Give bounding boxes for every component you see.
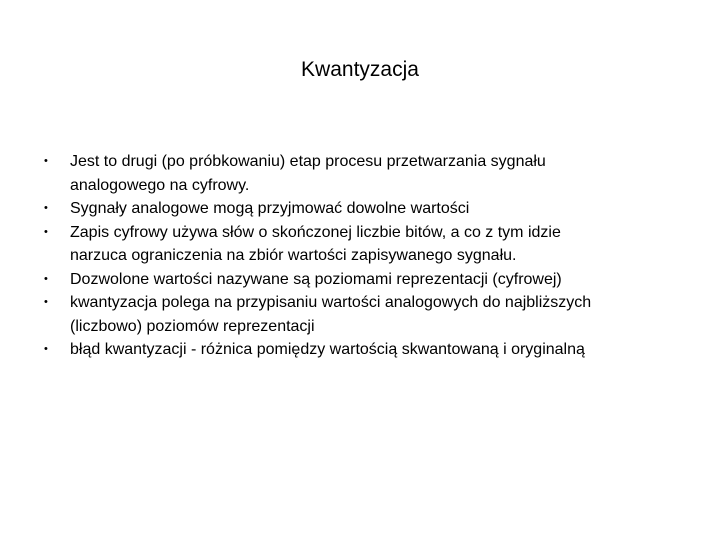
bullet-line: analogowego na cyfrowy. [70,176,250,194]
bullet-text [70,291,694,338]
bullet-item [44,268,694,292]
bullet-text [70,268,694,292]
bullet-item [44,221,694,268]
bullet-line: (liczbowo) poziomów reprezentacji [70,317,315,335]
bullet-marker: • [44,272,48,285]
slide-title: Kwantyzacja [301,58,419,81]
bullet-line: kwantyzacja polega na przypisaniu wartości analogowych do najbliższych [70,294,592,311]
bullet-line: narzuca ograniczenia na zbiór wartości zapisywanego sygnału. [70,247,517,264]
bullet-text [70,221,694,268]
bullet-line: Zapis cyfrowy używa słów o skończonej liczbie bitów, a co z tym idzie [70,223,561,241]
bullet-marker: • [44,155,48,167]
bullet-list [44,150,694,362]
bullet-text [70,197,694,221]
bullet-line: błąd kwantyzacji - różnica pomiędzy wartością skwantowaną i oryginalną [70,341,585,358]
bullet-line: Jest to drugi (po próbkowaniu) etap procesu przetwarzania sygnału [70,153,546,170]
bullet-line: Sygnały analogowe mogą przyjmować dowolne wartości [70,200,470,217]
bullet-text [70,338,694,362]
bullet-marker: • [44,296,48,308]
bullet-item [44,338,694,362]
bullet-marker: • [44,225,48,238]
bullet-item [44,150,694,197]
bullet-marker: • [44,343,48,355]
bullet-item [44,291,694,338]
bullet-line: Dozwolone wartości nazywane są poziomami reprezentacji (cyfrowej) [70,270,562,288]
bullet-item [44,197,694,221]
bullet-text [70,150,694,197]
bullet-marker: • [44,202,48,214]
